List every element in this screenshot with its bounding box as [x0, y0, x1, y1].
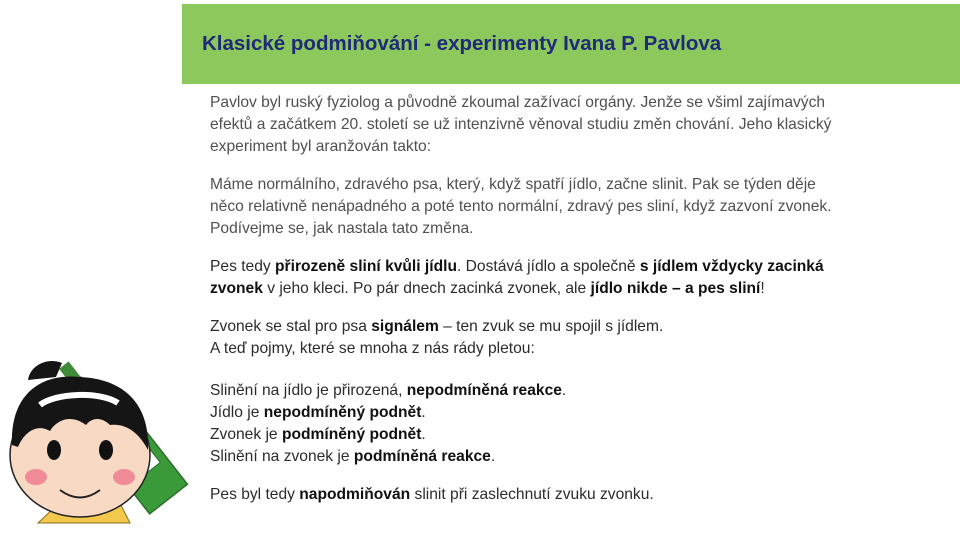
text-run: . Dostává jídlo a společně — [456, 258, 640, 275]
title-banner — [182, 4, 960, 84]
text-run: . — [490, 448, 496, 465]
text-run: Zvonek se stal pro psa — [210, 318, 372, 335]
text-run: Zvonek je — [210, 426, 282, 443]
text-run: . — [421, 404, 426, 421]
text-run: . — [421, 426, 426, 443]
text-run: . — [561, 382, 567, 399]
text-run: Pes tedy — [210, 258, 276, 275]
text-line — [210, 92, 930, 114]
text-line — [210, 218, 930, 240]
bold-term: podmíněná reakce — [353, 448, 491, 465]
text-line — [210, 424, 930, 446]
text-line — [210, 196, 930, 218]
text-line — [210, 316, 930, 338]
text-run: efektů a začátkem 20. století se už intenzivně věnoval studiu změn chování. Jeho klasický — [210, 116, 832, 133]
bold-term: napodmiňován — [299, 486, 411, 503]
text-run: experiment byl aranžován takto: — [210, 138, 432, 155]
text-line — [210, 446, 930, 468]
text-line — [210, 484, 930, 506]
bold-term: nepodmíněný podnět — [263, 404, 422, 421]
text-run: něco relativně nenápadného a poté tento normální, zdravý pes sliní, když zazvoní zvonek. — [210, 198, 832, 215]
bold-term: jídlo nikde – a pes sliní — [590, 280, 761, 297]
text-run: – ten zvuk se mu spojil s jídlem. — [438, 318, 664, 335]
bold-term: signálem — [371, 318, 439, 335]
text-line — [210, 136, 930, 158]
bold-term: nepodmíněná reakce — [406, 382, 562, 399]
text-run: Podívejme se, jak nastala tato změna. — [210, 220, 474, 237]
bold-term: zvonek — [210, 280, 263, 297]
boy-head-icon — [10, 361, 150, 523]
paragraph-gap — [210, 468, 930, 484]
text-line — [210, 278, 930, 300]
text-line — [210, 174, 930, 196]
bold-term: podmíněný podnět — [281, 426, 422, 443]
text-line — [210, 256, 930, 278]
bold-term: přirozeně sliní kvůli jídlu — [275, 258, 457, 275]
text-run: v jeho kleci. Po pár dnech zacinká zvonek, ale — [262, 280, 591, 297]
text-run: Slinění na jídlo je přirozená, — [210, 382, 407, 399]
text-run: Máme normálního, zdravého psa, který, když spatří jídlo, začne slinit. Pak se týden děje — [210, 176, 816, 193]
text-run: Jídlo je — [210, 404, 264, 421]
paragraph-gap — [210, 240, 930, 256]
text-run: ! — [760, 280, 765, 297]
paragraph-gap — [210, 158, 930, 174]
text-run: A teď pojmy, které se mnoha z nás rády pletou: — [210, 340, 535, 357]
text-line — [210, 402, 930, 424]
text-line — [210, 338, 930, 360]
text-run: slinit při zaslechnutí zvuku zvonku. — [410, 486, 654, 503]
body-text — [210, 92, 930, 506]
text-line — [210, 380, 930, 402]
slide-title: Klasické podmiňování - experimenty Ivana P. Pavlova — [202, 32, 722, 55]
bottle-head-illustration — [0, 285, 200, 540]
text-run: Pes byl tedy — [210, 486, 300, 503]
text-run: Pavlov byl ruský fyziolog a původně zkoumal zažívací orgány. Jenže se všiml zajímavých — [210, 94, 826, 111]
bold-term: s jídlem vždycky zacinká — [639, 258, 824, 275]
paragraph-gap — [210, 300, 930, 316]
text-run: Slinění na zvonek je — [210, 448, 354, 465]
text-line — [210, 114, 930, 136]
paragraph-gap — [210, 360, 930, 380]
